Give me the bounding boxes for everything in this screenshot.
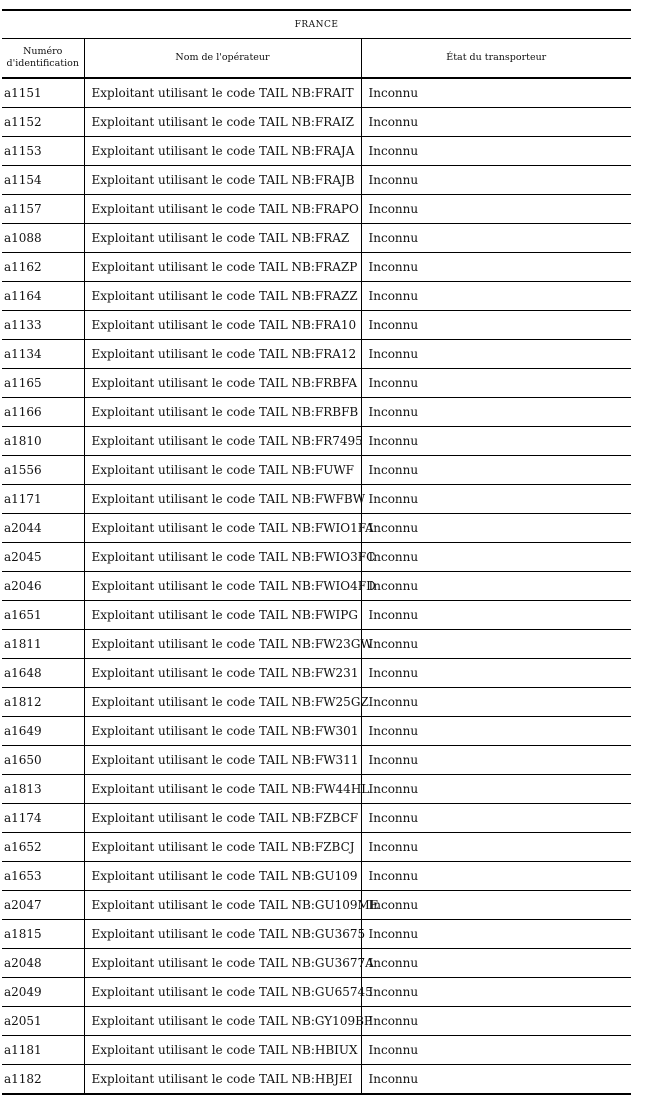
cell-operator: Exploitant utilisant le code TAIL NB:FWIO1FA: [84, 514, 361, 543]
cell-status: Inconnu: [361, 166, 631, 195]
cell-id: a1088: [2, 224, 84, 253]
cell-operator: Exploitant utilisant le code TAIL NB:FWIPG: [84, 601, 361, 630]
cell-operator: Exploitant utilisant le code TAIL NB:FRAPO: [84, 195, 361, 224]
cell-id: a1164: [2, 282, 84, 311]
cell-operator: Exploitant utilisant le code TAIL NB:GU3677A: [84, 949, 361, 978]
cell-status: Inconnu: [361, 601, 631, 630]
cell-status: Inconnu: [361, 311, 631, 340]
table-row: [2, 688, 631, 717]
cell-operator: Exploitant utilisant le code TAIL NB:FW25GZ: [84, 688, 361, 717]
table-row: [2, 543, 631, 572]
cell-operator: Exploitant utilisant le code TAIL NB:FZBCJ: [84, 833, 361, 862]
table-row: [2, 137, 631, 166]
cell-operator: Exploitant utilisant le code TAIL NB:FW231: [84, 659, 361, 688]
cell-id: a1810: [2, 427, 84, 456]
cell-operator: Exploitant utilisant le code TAIL NB:GU3675: [84, 920, 361, 949]
cell-operator: Exploitant utilisant le code TAIL NB:FRBFA: [84, 369, 361, 398]
cell-id: a1157: [2, 195, 84, 224]
cell-status: Inconnu: [361, 891, 631, 920]
cell-id: a1152: [2, 108, 84, 137]
table-row: [2, 427, 631, 456]
cell-operator: Exploitant utilisant le code TAIL NB:FRBFB: [84, 398, 361, 427]
cell-operator: Exploitant utilisant le code TAIL NB:FW311: [84, 746, 361, 775]
table-row: [2, 108, 631, 137]
operators-table: [2, 9, 631, 1095]
cell-operator: Exploitant utilisant le code TAIL NB:FRA10: [84, 311, 361, 340]
cell-status: Inconnu: [361, 398, 631, 427]
table-row: [2, 572, 631, 601]
cell-status: Inconnu: [361, 978, 631, 1007]
cell-operator: Exploitant utilisant le code TAIL NB:FRAZZ: [84, 282, 361, 311]
table-row: [2, 369, 631, 398]
cell-operator: Exploitant utilisant le code TAIL NB:FRAZ: [84, 224, 361, 253]
cell-id: a1182: [2, 1065, 84, 1095]
table-row: [2, 978, 631, 1007]
cell-id: a1651: [2, 601, 84, 630]
cell-status: Inconnu: [361, 253, 631, 282]
cell-status: Inconnu: [361, 1007, 631, 1036]
cell-operator: Exploitant utilisant le code TAIL NB:FRA12: [84, 340, 361, 369]
table-row: [2, 224, 631, 253]
cell-operator: Exploitant utilisant le code TAIL NB:FUWF: [84, 456, 361, 485]
cell-status: Inconnu: [361, 543, 631, 572]
table-row: [2, 717, 631, 746]
cell-operator: Exploitant utilisant le code TAIL NB:FWFBW: [84, 485, 361, 514]
cell-id: a1652: [2, 833, 84, 862]
cell-id: a1166: [2, 398, 84, 427]
cell-status: Inconnu: [361, 920, 631, 949]
cell-operator: Exploitant utilisant le code TAIL NB:FRAIZ: [84, 108, 361, 137]
cell-id: a1648: [2, 659, 84, 688]
cell-status: Inconnu: [361, 804, 631, 833]
table-row: [2, 195, 631, 224]
cell-status: Inconnu: [361, 862, 631, 891]
cell-status: Inconnu: [361, 659, 631, 688]
cell-id: a1174: [2, 804, 84, 833]
cell-operator: Exploitant utilisant le code TAIL NB:FZBCF: [84, 804, 361, 833]
table-row: [2, 456, 631, 485]
cell-status: Inconnu: [361, 224, 631, 253]
cell-status: Inconnu: [361, 949, 631, 978]
table-row: [2, 862, 631, 891]
table-row: [2, 746, 631, 775]
cell-status: Inconnu: [361, 456, 631, 485]
cell-status: Inconnu: [361, 282, 631, 311]
cell-status: Inconnu: [361, 369, 631, 398]
cell-operator: Exploitant utilisant le code TAIL NB:FRAJA: [84, 137, 361, 166]
cell-id: a1151: [2, 78, 84, 108]
column-header-row: [2, 39, 631, 79]
cell-operator: Exploitant utilisant le code TAIL NB:FW301: [84, 717, 361, 746]
table-row: [2, 920, 631, 949]
cell-status: Inconnu: [361, 833, 631, 862]
cell-id: a2045: [2, 543, 84, 572]
cell-id: a1556: [2, 456, 84, 485]
table-row: [2, 514, 631, 543]
cell-status: Inconnu: [361, 195, 631, 224]
cell-id: a2051: [2, 1007, 84, 1036]
cell-status: Inconnu: [361, 572, 631, 601]
table-row: [2, 340, 631, 369]
cell-id: a1165: [2, 369, 84, 398]
table-row: [2, 891, 631, 920]
cell-id: a1154: [2, 166, 84, 195]
cell-id: a1815: [2, 920, 84, 949]
cell-operator: Exploitant utilisant le code TAIL NB:GU109ME: [84, 891, 361, 920]
cell-id: a1649: [2, 717, 84, 746]
cell-id: a2049: [2, 978, 84, 1007]
table-row: [2, 78, 631, 108]
cell-id: a2044: [2, 514, 84, 543]
cell-operator: Exploitant utilisant le code TAIL NB:HBIUX: [84, 1036, 361, 1065]
table-row: [2, 253, 631, 282]
cell-id: a1134: [2, 340, 84, 369]
table-row: [2, 166, 631, 195]
column-header-operator: Nom de l'opérateur: [84, 39, 361, 79]
cell-status: Inconnu: [361, 746, 631, 775]
cell-status: Inconnu: [361, 688, 631, 717]
cell-status: Inconnu: [361, 137, 631, 166]
cell-status: Inconnu: [361, 630, 631, 659]
cell-status: Inconnu: [361, 427, 631, 456]
table-row: [2, 1036, 631, 1065]
cell-operator: Exploitant utilisant le code TAIL NB:FRAJB: [84, 166, 361, 195]
cell-status: Inconnu: [361, 1065, 631, 1095]
table-row: [2, 630, 631, 659]
cell-id: a1812: [2, 688, 84, 717]
cell-operator: Exploitant utilisant le code TAIL NB:HBJEI: [84, 1065, 361, 1095]
cell-status: Inconnu: [361, 514, 631, 543]
cell-id: a1133: [2, 311, 84, 340]
document-page: [2, 9, 631, 1095]
cell-operator: Exploitant utilisant le code TAIL NB:GU109: [84, 862, 361, 891]
cell-id: a1813: [2, 775, 84, 804]
cell-operator: Exploitant utilisant le code TAIL NB:FWIO3FC: [84, 543, 361, 572]
table-row: [2, 775, 631, 804]
cell-operator: Exploitant utilisant le code TAIL NB:GU65745: [84, 978, 361, 1007]
cell-operator: Exploitant utilisant le code TAIL NB:FRAIT: [84, 78, 361, 108]
cell-status: Inconnu: [361, 717, 631, 746]
cell-id: a1171: [2, 485, 84, 514]
table-row: [2, 949, 631, 978]
country-header: FRANCE: [2, 10, 631, 39]
table-row: [2, 1007, 631, 1036]
cell-id: a1162: [2, 253, 84, 282]
table-row: [2, 282, 631, 311]
cell-id: a1811: [2, 630, 84, 659]
table-row: [2, 833, 631, 862]
table-row: [2, 398, 631, 427]
cell-operator: Exploitant utilisant le code TAIL NB:FW23GW: [84, 630, 361, 659]
table-row: [2, 1065, 631, 1095]
cell-operator: Exploitant utilisant le code TAIL NB:FWIO4FD: [84, 572, 361, 601]
cell-operator: Exploitant utilisant le code TAIL NB:FR7495: [84, 427, 361, 456]
cell-id: a2046: [2, 572, 84, 601]
table-row: [2, 485, 631, 514]
cell-status: Inconnu: [361, 485, 631, 514]
cell-status: Inconnu: [361, 775, 631, 804]
table-body: [2, 78, 631, 1094]
cell-operator: Exploitant utilisant le code TAIL NB:FW44HL: [84, 775, 361, 804]
cell-status: Inconnu: [361, 340, 631, 369]
cell-operator: Exploitant utilisant le code TAIL NB:GY109BP: [84, 1007, 361, 1036]
table-row: [2, 804, 631, 833]
table-row: [2, 601, 631, 630]
table-row: [2, 659, 631, 688]
cell-status: Inconnu: [361, 108, 631, 137]
cell-operator: Exploitant utilisant le code TAIL NB:FRAZP: [84, 253, 361, 282]
cell-id: a1181: [2, 1036, 84, 1065]
cell-status: Inconnu: [361, 1036, 631, 1065]
column-header-id: Numéro d'identification: [2, 39, 84, 79]
cell-id: a2047: [2, 891, 84, 920]
table-row: [2, 311, 631, 340]
cell-id: a1650: [2, 746, 84, 775]
cell-id: a2048: [2, 949, 84, 978]
column-header-status: État du transporteur: [361, 39, 631, 79]
cell-status: Inconnu: [361, 78, 631, 108]
cell-id: a1153: [2, 137, 84, 166]
cell-id: a1653: [2, 862, 84, 891]
